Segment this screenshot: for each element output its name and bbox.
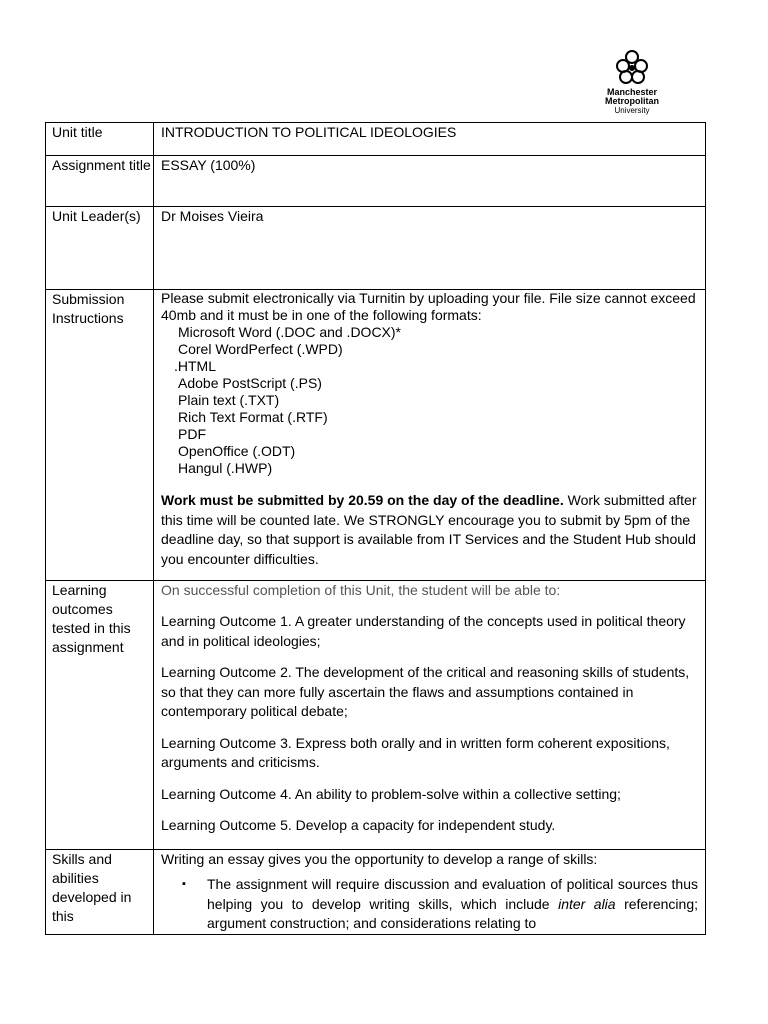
learning-outcome: Learning Outcome 5. Develop a capacity for independent study. <box>161 817 556 833</box>
bullet-italic: inter alia <box>558 895 616 912</box>
table-row-assignment-title <box>46 156 706 207</box>
label-text: Skills and abilities developed in this <box>52 851 132 924</box>
submission-intro: Please submit electronically via Turnitin by uploading your file. File size cannot exceed 40mb and it must be in one of the following formats: <box>161 290 696 323</box>
format-item: Corel WordPerfect (.WPD) <box>178 341 343 357</box>
learning-outcome: Learning Outcome 4. An ability to problem-solve within a collective setting; <box>161 785 621 802</box>
assignment-title-value <box>154 156 706 207</box>
label-text: Unit title <box>52 124 103 140</box>
value-text: Dr Moises Vieira <box>161 208 264 224</box>
learning-outcomes-value <box>154 581 706 850</box>
list-item <box>182 875 698 934</box>
logo-line-2: Metropolitan <box>605 96 659 106</box>
format-item: Adobe PostScript (.PS) <box>178 375 322 391</box>
label-text: Learning outcomes tested in this assignment <box>52 582 131 655</box>
label-text: Submission Instructions <box>52 291 125 326</box>
skills-value <box>154 850 706 935</box>
bullet-text-1: The assignment will require discussion and evaluation of political sources thus helping you to develop writing skills, which include <box>207 876 698 912</box>
logo-line-3: University <box>614 106 650 115</box>
table-row-submission <box>46 290 706 581</box>
format-item: .HTML <box>174 358 216 374</box>
format-item: OpenOffice (.ODT) <box>178 443 296 459</box>
unit-leader-label <box>46 207 154 290</box>
value-text: INTRODUCTION TO POLITICAL IDEOLOGIES <box>161 124 457 140</box>
format-item: PDF <box>178 426 206 442</box>
logo-line-1: Manchester <box>606 87 658 97</box>
learning-outcomes-label <box>46 581 154 850</box>
university-logo <box>584 44 680 122</box>
bullet-square-icon: ▪ <box>182 878 186 890</box>
skills-label <box>46 850 154 935</box>
unit-leader-value <box>154 207 706 290</box>
learning-outcome: Learning Outcome 2. The development of the critical and reasoning skills of students, so that they can more fully ascertain the flaws and assumptions contained in contemporary political debate; <box>161 664 690 719</box>
submission-label <box>46 290 154 581</box>
format-item: Hangul (.HWP) <box>178 460 273 476</box>
label-text: Assignment title <box>52 157 151 173</box>
table-row-skills <box>46 850 706 935</box>
value-text: ESSAY (100%) <box>161 157 256 173</box>
learning-outcome: Learning Outcome 3. Express both orally and in written form coherent expositions, arguments and criticisms. <box>161 734 670 770</box>
learning-outcome: Learning Outcome 1. A greater understanding of the concepts used in political theory and in political ideologies; <box>161 613 686 649</box>
format-item: Microsoft Word (.DOC and .DOCX)* <box>178 324 402 340</box>
table-row-unit-title <box>46 123 706 156</box>
bullet-text-2: referencing; argument construction; and considerations relating to <box>207 895 698 931</box>
format-item: Rich Text Format (.RTF) <box>178 409 328 425</box>
unit-title-value <box>154 123 706 156</box>
learning-outcomes-intro: On successful completion of this Unit, the student will be able to: <box>161 582 561 598</box>
skills-bullet-list <box>161 875 698 934</box>
skills-intro: Writing an essay gives you the opportunity to develop a range of skills: <box>161 851 598 867</box>
table-row-learning-outcomes <box>46 581 706 850</box>
submission-value <box>154 290 706 581</box>
format-item: Plain text (.TXT) <box>178 392 280 408</box>
assignment-title-label <box>46 156 154 207</box>
university-crest-icon <box>612 48 652 88</box>
format-list <box>161 324 698 477</box>
table-row-unit-leader <box>46 207 706 290</box>
deadline-rest: Work submitted after this time will be counted late. We STRONGLY encourage you to submit by 5pm of the deadline day, so that support is available from IT Services and the Student Hub should you encounter difficulties. <box>161 492 697 567</box>
label-text: Unit Leader(s) <box>52 208 141 224</box>
assignment-brief-table <box>45 122 706 935</box>
deadline-bold: Work must be submitted by 20.59 on the day of the deadline. <box>161 492 564 508</box>
deadline-notice <box>161 491 698 569</box>
unit-title-label <box>46 123 154 156</box>
